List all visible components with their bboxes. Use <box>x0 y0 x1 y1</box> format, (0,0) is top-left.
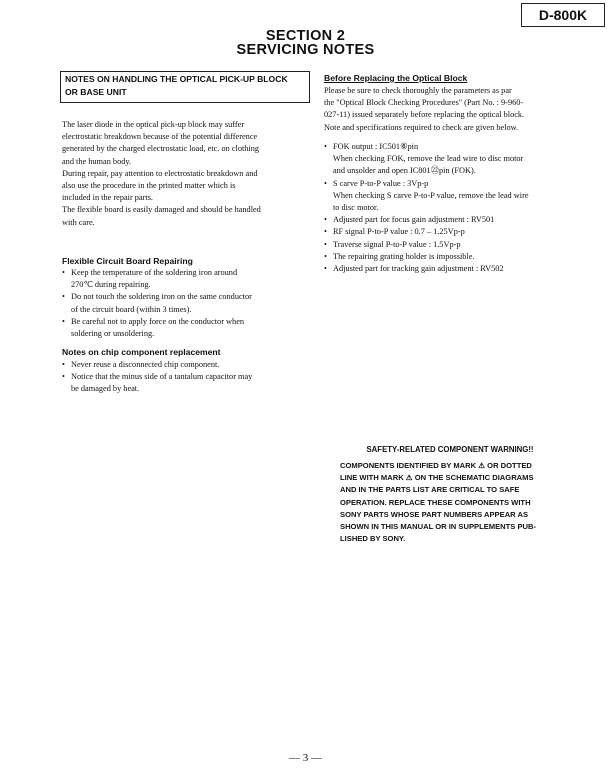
list-item: • FOK output : IC501⑥pin <box>324 141 574 153</box>
warning-line: SONY PARTS WHOSE PART NUMBERS APPEAR AS <box>340 509 529 519</box>
text-line: with care. <box>62 217 95 227</box>
warning-line: SHOWN IN THIS MANUAL OR IN SUPPLEMENTS PUB- <box>340 522 537 532</box>
page-number: — 3 — <box>289 752 322 764</box>
flex-board-list <box>62 267 306 340</box>
text-line: Note and specifications required to check are given below. <box>324 122 519 132</box>
warning-line: AND IN THE PARTS LIST ARE CRITICAL TO SAFE <box>340 485 520 495</box>
text-line: generated by the charged electrostatic load, etc. on clothing <box>62 144 260 154</box>
notes-box-line-1: NOTES ON HANDLING THE OPTICAL PICK-UP BLOCK <box>65 74 288 84</box>
list-item-cont: of the circuit board (within 3 times). <box>71 304 192 314</box>
notes-box-line-2: OR BASE UNIT <box>65 87 127 97</box>
list-item: • Adjusted part for focus gain adjustment : RV501 <box>324 214 574 226</box>
list-item-cont: When checking S carve P-to-P value, remove the lead wire <box>333 190 529 200</box>
laser-diode-paragraph <box>62 119 306 229</box>
list-item: • Never reuse a disconnected chip component. <box>62 359 306 371</box>
warning-line: LISHED BY SONY. <box>340 534 406 544</box>
warning-line: LINE WITH MARK ⚠ ON THE SCHEMATIC DIAGRAMS <box>340 473 534 483</box>
safety-warning-title: SAFETY-RELATED COMPONENT WARNING!! <box>366 445 534 454</box>
text-line: included in the repair parts. <box>62 193 154 203</box>
text-line: and the human body. <box>62 156 132 166</box>
section-number: SECTION 2 <box>265 28 346 44</box>
list-item-cont: When checking FOK, remove the lead wire to disc motor <box>333 154 524 164</box>
flex-board-heading: Flexible Circuit Board Repairing <box>62 256 193 266</box>
text-line: During repair, pay attention to electrostatic breakdown and <box>62 168 258 178</box>
optical-block-heading: Before Replacing the Optical Block <box>324 73 468 83</box>
list-item: • Be careful not to apply force on the conductor when <box>62 316 306 328</box>
safety-warning-text <box>340 460 560 545</box>
chip-replacement-heading: Notes on chip component replacement <box>62 347 221 357</box>
optical-block-notes-box <box>60 71 310 103</box>
list-item: • S carve P-to-P value : 3Vp-p <box>324 178 574 190</box>
list-item-cont: be damaged by heat. <box>71 384 140 394</box>
text-line: Please be sure to check thoroughly the parameters as par <box>324 86 512 95</box>
list-item-cont: 270℃ during repairing. <box>71 280 151 290</box>
text-line: electrostatic breakdown because of the potential difference <box>62 132 258 142</box>
list-item-cont: to disc motor. <box>333 203 379 213</box>
check-items-list <box>324 141 574 275</box>
list-item-cont: and unsolder and open IC801㉒pin (FOK). <box>333 166 476 176</box>
chip-replacement-list <box>62 359 306 396</box>
text-line: The laser diode in the optical pick-up block may suffer <box>62 120 245 129</box>
text-line: The flexible board is easily damaged and should be handled <box>62 205 261 215</box>
list-item: • Notice that the minus side of a tantalum capacitor may <box>62 371 306 383</box>
text-line: 027-11) issued separately before replacing the optical block. <box>324 110 525 120</box>
text-line: the "Optical Block Checking Procedures" (Part No. : 9-960- <box>324 98 524 108</box>
text-line: also use the procedure in the printed matter which is <box>62 181 236 191</box>
list-item: • The repairing grating holder is impossible. <box>324 251 574 263</box>
list-item: • Traverse signal P-to-P value : 1.5Vp-p <box>324 239 574 251</box>
list-item: • Adjusted part for tracking gain adjustment : RV502 <box>324 263 574 275</box>
list-item: • Do not touch the soldering iron on the same conductor <box>62 291 306 303</box>
warning-line: COMPONENTS IDENTIFIED BY MARK ⚠ OR DOTTED <box>340 461 532 470</box>
warning-line: OPERATION. REPLACE THESE COMPONENTS WITH <box>340 497 531 507</box>
list-item: • RF signal P-to-P value : 0.7 – 1.25Vp-p <box>324 226 574 238</box>
list-item-cont: soldering or unsoldering. <box>71 329 155 339</box>
optical-block-intro <box>324 85 574 134</box>
list-item: • Keep the temperature of the soldering iron around <box>62 267 306 279</box>
section-title: SERVICING NOTES <box>236 42 375 58</box>
model-number-box: D-800K <box>521 3 605 27</box>
